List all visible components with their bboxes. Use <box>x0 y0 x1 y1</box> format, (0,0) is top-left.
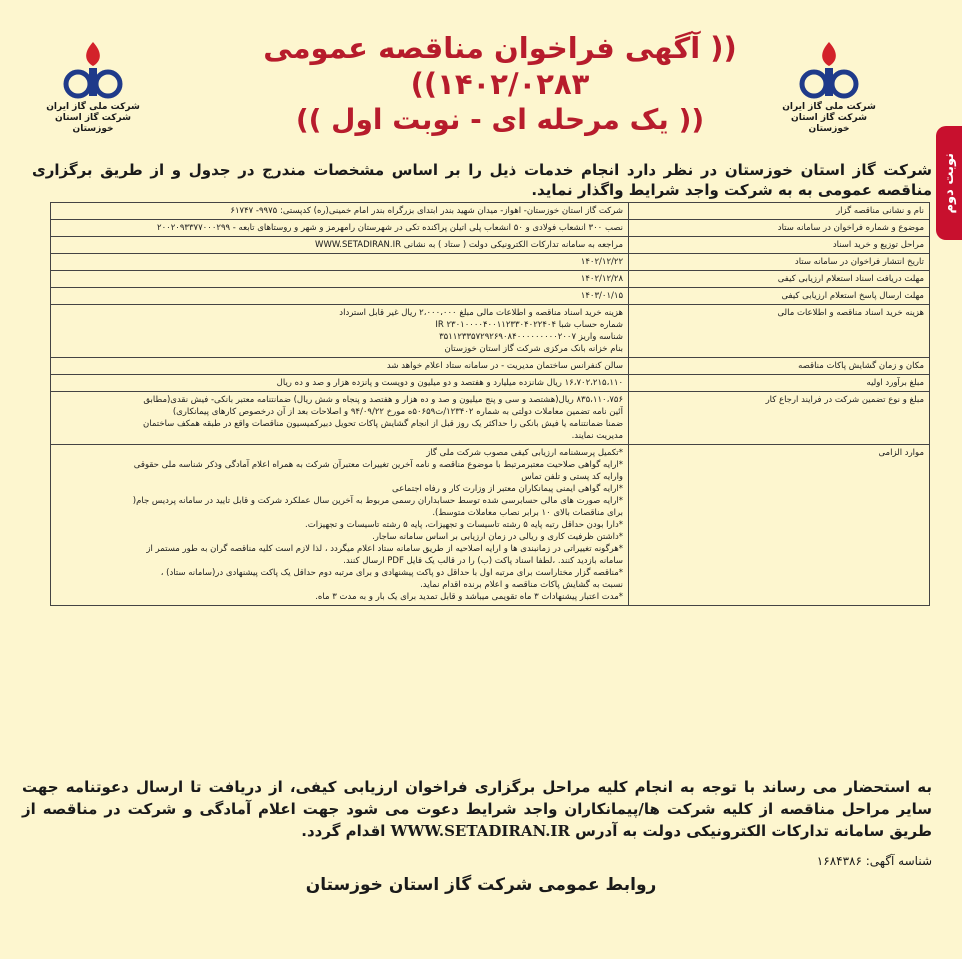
title-line-2: (( یک مرحله ای - نوبت اول )) <box>295 103 705 136</box>
row-value-line: *دارا بودن حداقل رتبه پایه ۵ رشته تاسیسات و تجهیزات، پایه ۵ رشته تاسیسات و تجهیزات. <box>305 520 624 530</box>
row-value-line: سامانه بازدید کنند. ،لطفا اسناد پاکت (ب) را در قالب یک فایل PDF ارسال کنند. <box>343 556 624 566</box>
row-label: تاریخ انتشار فراخوان در سامانه ستاد <box>629 254 930 271</box>
table-row <box>51 237 930 254</box>
row-label: نام و نشانی مناقصه گزار <box>629 203 930 220</box>
row-value <box>51 305 629 358</box>
row-value <box>51 237 629 254</box>
row-value <box>51 445 629 606</box>
row-value <box>51 220 629 237</box>
row-value-line: *هرگونه تغییراتی در زمانبندی ها و ارایه اصلاحیه از طریق سامانه ستاد اعلام میگردد ، لذا لازم است کلیه مناقصه گران به طور مستمر از <box>146 544 624 554</box>
row-label: مبلغ و نوع تضمین شرکت در فرایند ارجاع کار <box>629 392 930 445</box>
row-value <box>51 254 629 271</box>
table-row <box>51 203 930 220</box>
table-row <box>51 445 930 606</box>
row-label: مکان و زمان گشایش پاکات مناقصه <box>629 358 930 375</box>
logo-text-2: شرکت گاز استان خوزستان <box>55 113 131 134</box>
round-badge-label: نوبت دوم <box>941 152 957 214</box>
flame-logo-icon <box>58 40 128 102</box>
row-value-line: ۱۴۰۳/۰۱/۱۵ <box>580 291 624 301</box>
intro-paragraph: شرکت گاز استان خوزستان در نظر دارد انجام خدمات ذیل را بر اساس مشخصات مندرج در جدول و از طریق برگزاری مناقصه عمومی به به شرکت واجد شرایط واگذار نماید. <box>32 161 932 199</box>
row-label: مهلت دریافت اسناد استعلام ارزیابی کیفی <box>629 271 930 288</box>
row-value <box>51 288 629 305</box>
row-value <box>51 358 629 375</box>
logo-text-2: شرکت گاز استان خوزستان <box>791 113 867 134</box>
closing-paragraph <box>22 776 932 842</box>
row-label: موارد الزامی <box>629 445 930 606</box>
table-row <box>51 358 930 375</box>
row-value-line: سالن کنفرانس ساختمان مدیریت - در سامانه ستاد اعلام خواهد شد <box>386 361 624 371</box>
row-value-line: نسبت به گشایش پاکات مناقصه و اعلام برنده اقدام نماید. <box>420 580 624 590</box>
row-value-line: ۸۳۵،۱۱۰،۷۵۶ ریال(هشتصد و سی و پنج میلیون و صد و ده هزار و هفتصد و پنجاه و شش ریال) ضمانتنامه معتبر بانکی- فیش نقدی(مطابق <box>143 395 624 405</box>
closing-text: به استحضار می رساند با توجه به انجام کلیه مراحل برگزاری فراخوان ارزیابی کیفی، از دریافت تا ارسال دعوتنامه جهت سایر مراحل مناقصه از کلیه شرکت ها/پیمانکاران واجد شرایط دعوت می شود جهت اعلام آمادگی و شرکت در مناقصه از طریق سامانه تدارکات الکترونیکی دولت به آدرس <box>22 778 932 840</box>
row-value <box>51 375 629 392</box>
row-value-line: *ارایه گواهی صلاحیت معتبرمرتبط با موضوع مناقصه و نامه آخرین تغییرات معتبرآن شرکت به همراه اعلام آمادگی وذکر شناسه ملی حقوقی <box>133 460 624 470</box>
tender-details-table <box>50 202 930 606</box>
row-value <box>51 271 629 288</box>
row-value-line: *مناقصه گزار مختاراست برای مرتبه اول با حداقل دو پاکت پیشنهادی و برای مرتبه دوم حداقل یک پاکت پیشنهادی در(سامانه ستاد) ، <box>160 568 624 578</box>
row-label: مبلغ برآورد اولیه <box>629 375 930 392</box>
public-relations-signature: روابط عمومی شرکت گاز استان خوزستان <box>305 875 657 895</box>
row-value-line: شرکت گاز استان خوزستان- اهواز- میدان شهید بندر ابتدای بزرگراه بندر امام خمینی(ره) کدپستی: ۹۹۷۵- ۶۱۷۴۷ <box>230 206 624 216</box>
flame-logo-icon <box>794 40 864 102</box>
row-value-line: وارایه کد پستی و تلفن تماس <box>521 472 624 482</box>
row-value-line: بنام خزانه بانک مرکزی شرکت گاز استان خوزستان <box>444 344 624 354</box>
row-value-line: *داشتن ظرفیت کاری و ریالی در زمان ارزیابی بر اساس سامانه ساجار. <box>372 532 624 542</box>
table-row <box>51 288 930 305</box>
table-row <box>51 271 930 288</box>
title-line-1: (( آگهی فراخوان مناقصه عمومی ۱۴۰۲/۰۲۸۳)) <box>263 31 737 101</box>
row-value-line: هزینه خرید اسناد مناقصه و اطلاعات مالی مبلغ ۲،۰۰۰،۰۰۰ ریال غیر قابل استرداد <box>339 308 624 318</box>
row-value-line: مدیریت نمایند. <box>571 431 624 441</box>
table-row <box>51 375 930 392</box>
row-value-line: شماره حساب شبا ۲۳۰۱۰۰۰۰۴۰۰۱۱۲۳۳۰۴۰۲۲۴۰۴ IR <box>435 320 624 330</box>
row-value-line: *ارایه صورت های مالی حسابرسی شده توسط حسابداران رسمی مربوط به آخرین سال عملکرد شرکت و قابل تایید در سامانه پردیس جام( <box>132 496 624 506</box>
row-value-line: شناسه واریز ۳۵۱۱۲۳۳۵۷۲۹۲۶۹۰۸۴۰۰۰۰۰۰۰۰۰۲۰۰۷ <box>439 332 624 342</box>
row-value-line: ۱۴۰۲/۱۲/۲۸ <box>580 274 624 284</box>
logo-text-1: شرکت ملی گاز ایران <box>782 102 876 112</box>
row-value-line: مراجعه به سامانه تدارکات الکترونیکی دولت ( ستاد ) به نشانی WWW.SETADIRAN.IR <box>315 240 624 250</box>
row-value-line: *تکمیل پرسشنامه ارزیابی کیفی مصوب شرکت ملی گاز <box>426 448 624 458</box>
closing-end: اقدام گردد. <box>301 822 386 840</box>
row-value-line: ۱۶،۷۰۲،۲۱۵،۱۱۰ ریال شانزده میلیارد و هفتصد و دو میلیون و دویست و پانزده هزار و صد و ده ریال <box>276 378 624 388</box>
row-value-line: آئین نامه تضمین معاملات دولتی به شماره ۱۲۳۴۰۲/ت۵۰۶۵۹ه مورخ ۹۴/۰۹/۲۲ و اصلاحات بعد از آن درخصوص کارهای پیمانکاری) <box>172 407 624 417</box>
row-label: موضوع و شماره فراخوان در سامانه ستاد <box>629 220 930 237</box>
ad-serial-number: شناسه آگهی: ۱۶۸۴۳۸۶ <box>816 854 932 868</box>
row-value-line: ۱۴۰۲/۱۲/۲۲ <box>580 257 624 267</box>
logo-text-1: شرکت ملی گاز ایران <box>46 102 140 112</box>
table-row <box>51 305 930 358</box>
row-label: مهلت ارسال پاسخ استعلام ارزیابی کیفی <box>629 288 930 305</box>
table-row <box>51 220 930 237</box>
row-value-line: نصب ۳۰۰ انشعاب فولادی و ۵۰ انشعاب پلی اتیلن پراکنده تکی در شهرستان رامهرمز و شهر و روستاهای تابعه - ۲۰۰۲۰۹۳۳۷۷۰۰۰۲۹۹ <box>157 223 624 233</box>
round-badge <box>936 126 962 240</box>
setadiran-link[interactable]: WWW.SETADIRAN.IR <box>390 822 570 840</box>
row-value <box>51 203 629 220</box>
row-value-line: *مدت اعتبار پیشنهادات ۳ ماه تقویمی میباشد و قابل تمدید برای یک بار و به مدت ۳ ماه. <box>315 592 624 602</box>
row-label: هزینه خرید اسناد مناقصه و اطلاعات مالی <box>629 305 930 358</box>
row-label: مراحل توزیع و خرید اسناد <box>629 237 930 254</box>
row-value-line: برای مناقصات بالای ۱۰ برابر نصاب معاملات متوسط). <box>432 508 624 518</box>
row-value-line: ضمنا ضمانتنامه یا فیش بانکی را حداکثر یک روز قبل از انجام گشایش پاکات تحویل دبیرکمیسیون مناقصات واقع در طبقه همکف ساختمان <box>143 419 624 429</box>
row-value <box>51 392 629 445</box>
row-value-line: *ارایه گواهی ایمنی پیمانکاران معتبر از وزارت کار و رفاه اجتماعی <box>392 484 624 494</box>
table-row <box>51 392 930 445</box>
nigc-logo-left <box>38 40 148 135</box>
page-title <box>200 30 800 138</box>
table-row <box>51 254 930 271</box>
